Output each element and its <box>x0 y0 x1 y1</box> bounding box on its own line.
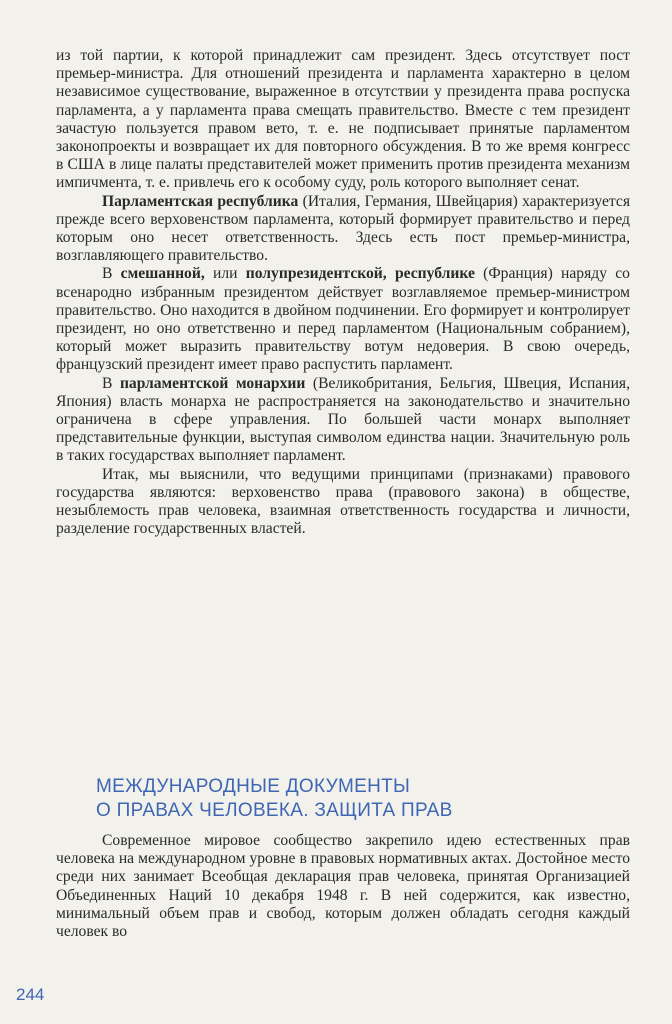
term-mixed: смешанной, <box>120 265 205 283</box>
page-number: 244 <box>16 985 45 1004</box>
paragraph-summary: Итак, мы выяснили, что ведущими принципами (признаками) правового государства являются: верховенство права (правового закона) в обществе, незыблемость прав человека, взаимная ответственность государства и личности, разделение государственных властей. <box>56 465 630 538</box>
term-parliamentary-monarchy: парламентской монархии <box>119 374 306 392</box>
paragraph-parliamentary-monarchy: В парламентской монархии (Великобритания, Бельгия, Швеция, Испания, Япония) власть монарха не распространяется на законодательство и значительно ограничена в сфере управления. По большей части монарх выполняет представительные функции, выступая символом единства нации. Значительную роль в таких государствах выполняет парламент. <box>56 374 630 465</box>
paragraph-parliamentary-republic: Парламентская республика (Италия, Германия, Швейцария) характеризуется прежде всего верховенством парламента, который формирует правительство и перед которым оно несет ответственность. Здесь есть пост премьер-министра, возглавляющего правительство. <box>56 192 631 265</box>
term-parliamentary-republic: Парламентская республика <box>102 192 299 210</box>
section-heading <box>96 775 636 823</box>
paragraph-mixed-republic: В смешанной, или полупрезидентской, республике (Франция) наряду со всенародно избранным президентом действует возглавляемое премьер-министром правительство. Оно находится в двойном подчинении. Его формирует и контролирует президент, но оно ответственно и перед парламентом (Национальным собранием), который может выразить правительству вотум недоверия. В свою очередь, французский президент имеет право распустить парламент. <box>56 265 630 374</box>
term-semi-presidential-republic: полупрезидентской, республике <box>245 265 475 283</box>
paragraph-international-documents: Современное мировое сообщество закрепило идею естественных прав человека на международном уровне в правовых нормативных актах. Достойное место среди них занимает Всеобщая декларация прав человека, принятая Организацией Объединенных Наций 10 декабря 1948 г. В ней содержится, как известно, минимальный объем прав и свобод, которым должен обладать сегодня каждый человек во <box>56 832 630 941</box>
body-text-bottom <box>56 832 630 941</box>
body-text-top <box>56 47 630 538</box>
section-heading-line-2: О ПРАВАХ ЧЕЛОВЕКА. ЗАЩИТА ПРАВ <box>96 800 453 821</box>
section-heading-line-1: МЕЖДУНАРОДНЫЕ ДОКУМЕНТЫ <box>96 776 411 797</box>
paragraph-presidential-continued: из той партии, к которой принадлежит сам президент. Здесь отсутствует пост премьер-министра. Для отношений президента и парламента характерно в целом независимое существование, выраженное в отсутствии у президента права роспуска парламента, а у парламента права смещать правительство. Вместе с тем президент зачастую пользуется правом вето, т. е. не подписывает принятые парламентом законопроекты и возвращает их для повторного обсуждения. В то же время конгресс в США в лице палаты представителей может применить против президента механизм импичмента, т. е. привлечь его к особому суду, роль которого выполняет сенат. <box>56 47 630 192</box>
